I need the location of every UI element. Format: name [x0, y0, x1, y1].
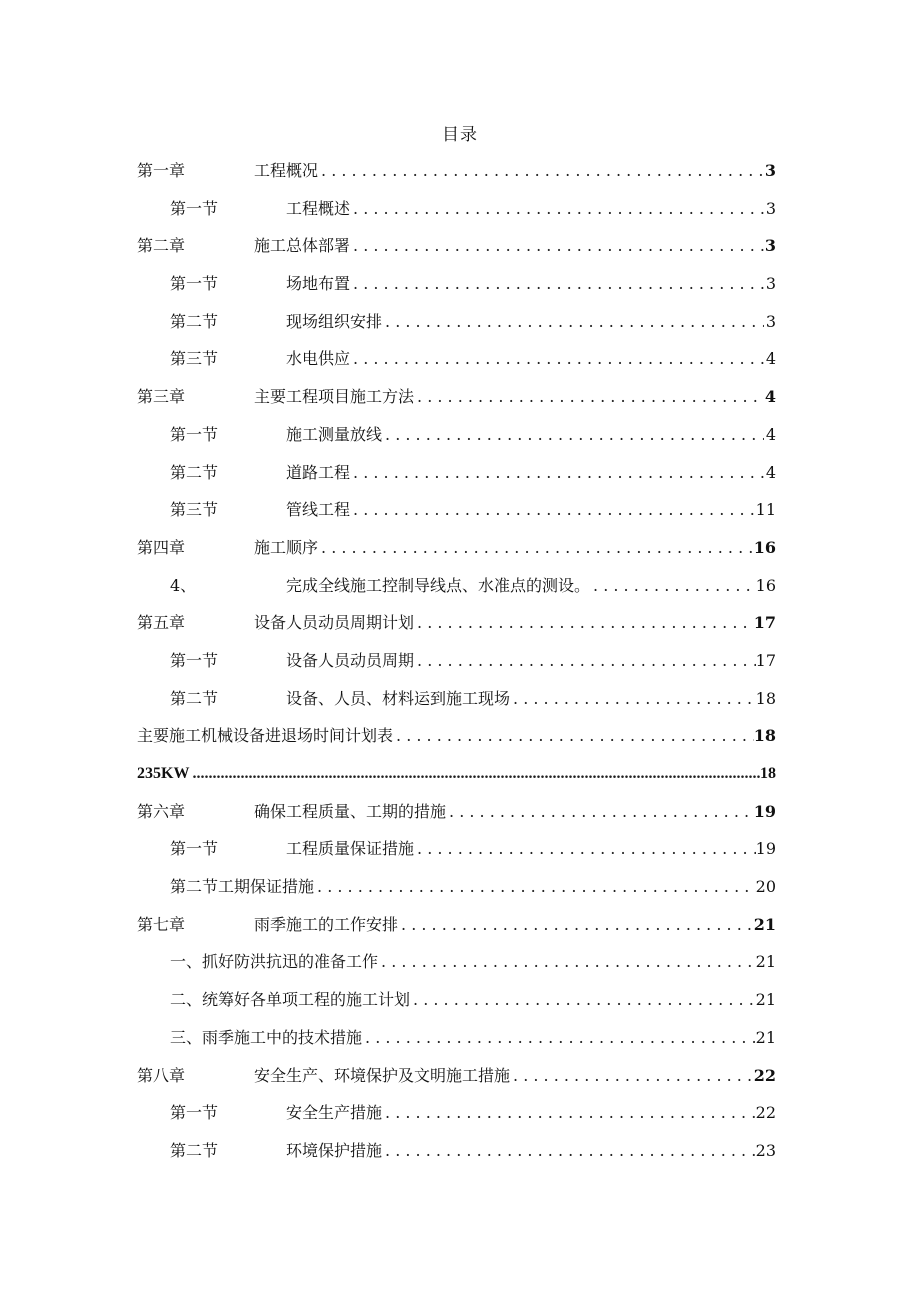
entry-text: 一、抓好防洪抗迅的准备工作	[170, 952, 379, 972]
dot-leader	[350, 227, 764, 265]
dot-leader	[382, 303, 764, 341]
dot-leader	[510, 680, 756, 718]
toc-entry[interactable]	[0, 642, 920, 680]
entry-text: 管线工程	[286, 500, 351, 520]
entry-number: 第二节	[170, 311, 219, 331]
dot-leader	[393, 717, 754, 755]
entry-text: 设备人员动员周期	[286, 650, 415, 670]
entry-number: 第三章	[137, 387, 186, 407]
toc-list	[0, 152, 920, 1170]
entry-page: 18	[760, 765, 776, 782]
entry-page: 16	[755, 575, 776, 595]
entry-number: 第一节	[170, 198, 219, 218]
dot-leader	[510, 1057, 754, 1095]
entry-page: 19	[755, 839, 776, 859]
entry-number: 第一节	[170, 650, 219, 670]
toc-entry[interactable]	[0, 227, 920, 265]
entry-number: 第三节	[170, 349, 219, 369]
entry-text: 第二节工期保证措施	[170, 877, 315, 897]
dot-leader	[350, 340, 764, 378]
toc-entry[interactable]	[0, 680, 920, 718]
entry-page: 22	[755, 1103, 776, 1123]
entry-page: 19	[753, 801, 776, 821]
entry-number: 第八章	[137, 1065, 186, 1085]
toc-entry[interactable]	[0, 1057, 920, 1095]
toc-entry[interactable]	[0, 1019, 920, 1057]
dot-leader	[362, 1019, 756, 1057]
entry-page: 4	[764, 387, 776, 407]
entry-text: 雨季施工的工作安排	[254, 914, 399, 934]
entry-text: 完成全线施工控制导线点、水准点的测设。	[286, 575, 591, 595]
entry-page: 3	[764, 161, 776, 180]
toc-entry[interactable]	[0, 717, 920, 755]
entry-text: 施工总体部署	[254, 236, 351, 256]
entry-number: 第二节	[170, 1140, 219, 1160]
toc-entry[interactable]	[0, 1094, 920, 1132]
toc-entry[interactable]	[0, 303, 920, 341]
entry-text: 主要工程项目施工方法	[254, 387, 415, 407]
entry-page: 4	[765, 462, 776, 482]
toc-title: 目录	[442, 125, 478, 145]
dot-leader	[350, 454, 764, 492]
dot-leader	[414, 604, 754, 642]
entry-page: 3	[765, 274, 776, 294]
entry-text: 安全生产措施	[286, 1103, 383, 1123]
entry-page: 22	[753, 1065, 776, 1085]
entry-page: 21	[755, 952, 776, 972]
toc-entry[interactable]	[0, 755, 920, 793]
entry-number: 4、	[170, 575, 197, 595]
entry-number: 第七章	[137, 914, 186, 934]
entry-number: 第一章	[137, 161, 186, 180]
entry-page: 11	[755, 500, 776, 520]
entry-page: 3	[765, 198, 776, 218]
entry-text: 确保工程质量、工期的措施	[254, 801, 447, 821]
dot-leader	[378, 943, 756, 981]
toc-entry[interactable]	[0, 265, 920, 303]
entry-number: 第二节	[170, 688, 219, 708]
dot-leader	[350, 190, 764, 228]
entry-number: 第三节	[170, 500, 219, 520]
toc-entry[interactable]	[0, 830, 920, 868]
entry-page: 20	[755, 877, 776, 897]
dot-leader	[398, 906, 754, 944]
toc-entry[interactable]	[0, 340, 920, 378]
entry-page: 4	[765, 349, 776, 369]
toc-entry[interactable]	[0, 378, 920, 416]
dot-leader	[446, 793, 754, 831]
dot-leader	[318, 152, 764, 190]
entry-text: 设备人员动员周期计划	[254, 613, 415, 633]
toc-entry[interactable]	[0, 416, 920, 454]
entry-number: 第一节	[170, 274, 219, 294]
entry-number: 第一节	[170, 424, 219, 444]
entry-text: 设备、人员、材料运到施工现场	[286, 688, 511, 708]
dot-leader	[414, 378, 764, 416]
entry-text: 235KW	[137, 765, 190, 782]
entry-page: 3	[764, 236, 776, 256]
toc-entry[interactable]	[0, 454, 920, 492]
entry-text: 环境保护措施	[286, 1140, 383, 1160]
entry-text: 安全生产、环境保护及文明施工措施	[254, 1065, 511, 1085]
toc-entry[interactable]	[0, 491, 920, 529]
entry-text: 施工测量放线	[286, 424, 383, 444]
toc-entry[interactable]	[0, 868, 920, 906]
entry-number: 第二节	[170, 462, 219, 482]
entry-page: 18	[755, 688, 776, 708]
dot-leader	[318, 529, 754, 567]
toc-entry[interactable]	[0, 943, 920, 981]
entry-page: 23	[755, 1140, 776, 1160]
entry-number: 第四章	[137, 537, 186, 557]
dot-leader	[314, 868, 756, 906]
dot-leader	[350, 491, 756, 529]
entry-text: 现场组织安排	[286, 311, 383, 331]
entry-text: 施工顺序	[254, 537, 319, 557]
entry-page: 18	[753, 726, 776, 746]
toc-entry[interactable]	[0, 190, 920, 228]
entry-page: 17	[753, 613, 776, 633]
toc-entry[interactable]	[0, 604, 920, 642]
dot-leader	[382, 1094, 756, 1132]
entry-text: 三、雨季施工中的技术措施	[170, 1027, 363, 1047]
entry-page: 21	[753, 914, 776, 934]
toc-entry[interactable]	[0, 793, 920, 831]
dot-leader	[382, 416, 764, 454]
toc-entry[interactable]	[0, 981, 920, 1019]
toc-entry[interactable]	[0, 1132, 920, 1170]
entry-page: 16	[753, 537, 776, 557]
entry-text: 工程概况	[254, 161, 319, 180]
entry-text: 水电供应	[286, 349, 351, 369]
entry-page: 3	[765, 311, 776, 331]
entry-page: 17	[755, 650, 776, 670]
entry-number: 第二章	[137, 236, 186, 256]
entry-number: 第五章	[137, 613, 186, 633]
toc-entry[interactable]	[0, 152, 920, 190]
dot-leader	[189, 755, 760, 793]
entry-text: 工程质量保证措施	[286, 839, 415, 859]
toc-entry[interactable]	[0, 906, 920, 944]
toc-entry[interactable]	[0, 529, 920, 567]
dot-leader	[350, 265, 764, 303]
entry-page: 21	[755, 990, 776, 1010]
entry-text: 道路工程	[286, 462, 351, 482]
entry-text: 场地布置	[286, 274, 351, 294]
dot-leader	[382, 1132, 756, 1170]
toc-entry[interactable]	[0, 567, 920, 605]
dot-leader	[414, 830, 756, 868]
entry-text: 主要施工机械设备进退场时间计划表	[137, 726, 394, 746]
entry-number: 第一节	[170, 839, 219, 859]
dot-leader	[410, 981, 756, 1019]
dot-leader	[414, 642, 756, 680]
entry-number: 第六章	[137, 801, 186, 821]
entry-page: 21	[755, 1027, 776, 1047]
entry-number: 第一节	[170, 1103, 219, 1123]
dot-leader	[590, 567, 756, 605]
entry-text: 工程概述	[286, 198, 351, 218]
entry-page: 4	[765, 424, 776, 444]
entry-text: 二、统筹好各单项工程的施工计划	[170, 990, 411, 1010]
